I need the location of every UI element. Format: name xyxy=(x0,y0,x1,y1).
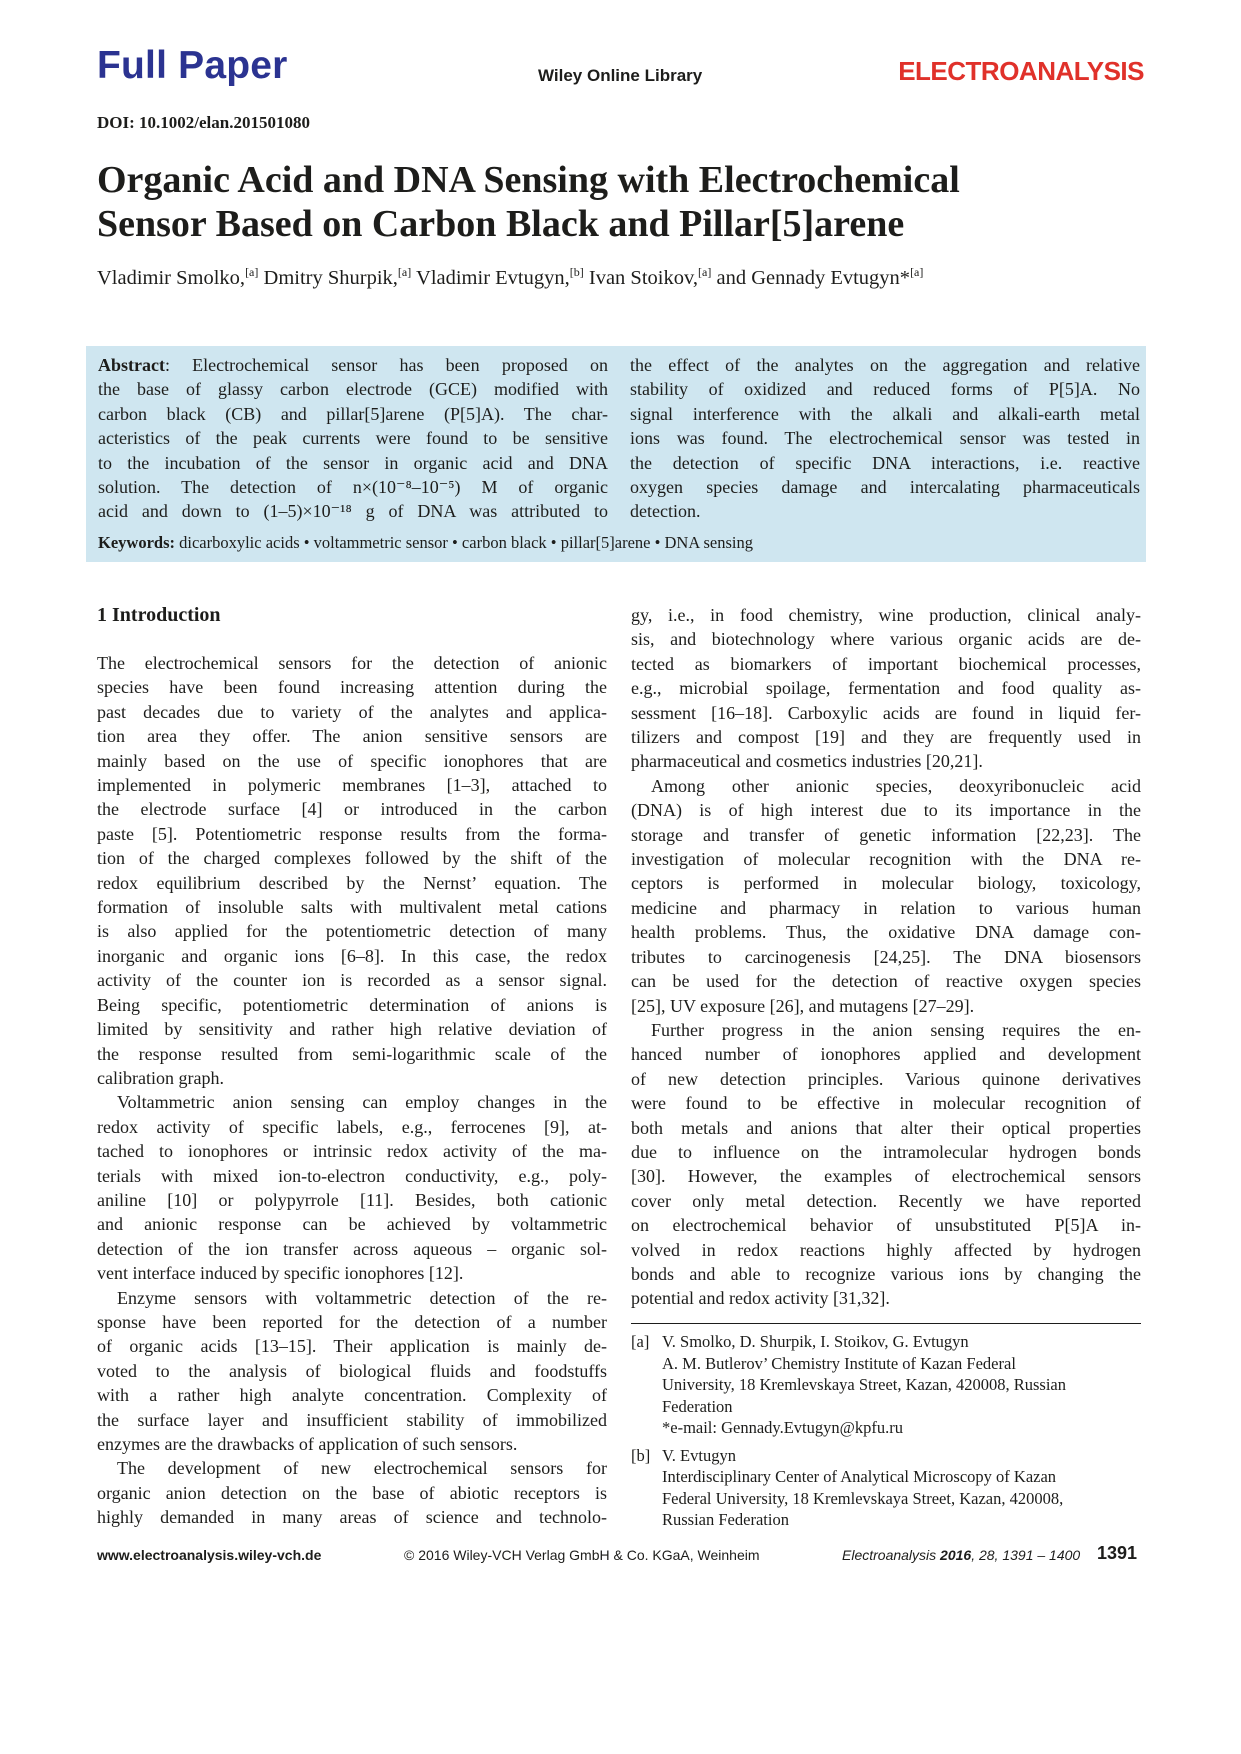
text-line: organic anion detection on the base of abiotic receptors is xyxy=(97,1482,607,1503)
text-line: mainly based on the use of specific ionophores that are xyxy=(97,750,607,771)
abstract-line: solution. The detection of n×(10⁻⁸–10⁻⁵) M of organic xyxy=(98,477,608,498)
text-line: detection of the ion transfer across aqueous – organic sol- xyxy=(97,1238,607,1259)
text-line: on electrochemical behavior of unsubstituted P[5]A in- xyxy=(631,1215,1141,1236)
text-line: enzymes are the drawbacks of application of such sensors. xyxy=(97,1434,518,1454)
abstract-column-left xyxy=(98,353,608,524)
text-line: terials with mixed ion-to-electron conductivity, e.g., poly- xyxy=(97,1165,607,1186)
paragraph xyxy=(631,774,1141,1018)
text-line: cover only metal detection. Recently we have reported xyxy=(631,1190,1141,1211)
affiliation-tag: [b] xyxy=(631,1445,651,1465)
publisher-link[interactable]: Wiley Online Library xyxy=(538,66,703,85)
text-line: vent interface induced by specific ionophores [12]. xyxy=(97,1263,464,1284)
affiliation-line: Russian Federation xyxy=(662,1510,789,1529)
paragraph xyxy=(97,1456,607,1529)
text-line: the surface layer and insufficient stability of immobilized xyxy=(97,1409,607,1430)
abstract-line xyxy=(98,353,608,377)
citation-journal: Electroanalysis xyxy=(842,1547,941,1563)
abstract-line-text: : Electrochemical sensor has been proposed on xyxy=(164,355,608,375)
abstract-line: acid and down to (1–5)×10⁻¹⁸ g of DNA was attributed to xyxy=(98,501,608,522)
author-name: Gennady Evtugyn* xyxy=(751,266,911,289)
text-line: tilizers and compost [19] and they are frequently used in xyxy=(631,727,1141,748)
text-line: Further progress in the anion sensing requires the en- xyxy=(651,1019,1141,1040)
text-line: sessment [16–18]. Carboxylic acids are found in liquid fer- xyxy=(631,702,1141,723)
text-line: investigation of molecular recognition with the DNA re- xyxy=(631,849,1141,870)
citation-year: 2016 xyxy=(940,1547,972,1563)
abstract-line: ions was found. The electrochemical sensor was tested in xyxy=(630,428,1140,449)
text-line: were found to be effective in molecular recognition of xyxy=(631,1093,1141,1114)
text-line: calibration graph. xyxy=(97,1067,224,1088)
text-line: the response resulted from semi-logarithmic scale of the xyxy=(97,1043,607,1064)
text-line: tributes to carcinogenesis [24,25]. The DNA biosensors xyxy=(631,946,1141,967)
author-name: Dmitry Shurpik, xyxy=(263,266,398,289)
affiliation-entry xyxy=(631,1331,1141,1439)
text-line: due to influence on the intramolecular hydrogen bonds xyxy=(631,1141,1141,1162)
affiliation-divider xyxy=(631,1323,1141,1324)
text-line: Being specific, potentiometric determination of anions is xyxy=(97,994,607,1015)
text-line: The development of new electrochemical sensors for xyxy=(117,1458,607,1479)
text-line: with a rather high analyte concentration. Complexity of xyxy=(97,1385,607,1406)
text-line: paste [5]. Potentiometric response results from the forma- xyxy=(97,823,607,844)
author-separator: and xyxy=(711,266,752,289)
author-list xyxy=(97,265,923,290)
paper-title xyxy=(97,158,1157,246)
text-line: implemented in polymeric membranes [1–3], attached to xyxy=(97,775,607,796)
author-affiliation-mark: [a] xyxy=(397,265,412,279)
author-name: Vladimir Smolko, xyxy=(97,266,246,289)
text-line: tion of the charged complexes followed by the shift of the xyxy=(97,848,607,869)
text-line: Enzyme sensors with voltammetric detection of the re- xyxy=(117,1287,607,1308)
email-link[interactable]: *e-mail: Gennady.Evtugyn@kpfu.ru xyxy=(662,1418,903,1437)
text-line: pharmaceutical and cosmetics industries [20,21]. xyxy=(631,751,983,772)
text-line: inorganic and organic ions [6–8]. In this case, the redox xyxy=(97,945,607,966)
text-line: Voltammetric anion sensing can employ changes in the xyxy=(117,1092,607,1113)
paragraph xyxy=(97,651,607,1090)
author-name: Ivan Stoikov, xyxy=(588,266,699,289)
body-column-left xyxy=(97,603,607,1530)
abstract-line: signal interference with the alkali and alkali-earth metal xyxy=(630,403,1140,424)
affiliation-line: Interdisciplinary Center of Analytical Microscopy of Kazan xyxy=(662,1467,1057,1486)
author-affiliation-mark: [a] xyxy=(245,265,259,279)
author-affiliation-mark: [a] xyxy=(910,265,924,279)
author-name: Vladimir Evtugyn, xyxy=(416,266,570,289)
abstract-line: acteristics of the peak currents were found to be sensitive xyxy=(98,428,608,449)
text-line: sponse have been reported for the detection of a number xyxy=(97,1311,607,1332)
affiliation-text xyxy=(662,1331,1066,1439)
text-line: voted to the analysis of biological fluids and foodstuffs xyxy=(97,1360,607,1381)
text-line: both metals and anions that alter their optical properties xyxy=(631,1117,1141,1138)
text-line: bonds and able to recognize various ions by changing the xyxy=(631,1263,1141,1284)
body-text xyxy=(97,651,607,1530)
doi-label[interactable]: DOI: 10.1002/elan.201501080 xyxy=(97,113,310,132)
text-line: Among other anionic species, deoxyribonucleic acid xyxy=(651,775,1141,796)
author-affiliation-mark: [b] xyxy=(569,265,584,279)
author-affiliation-mark: [a] xyxy=(698,265,712,279)
text-line: potential and redox activity [31,32]. xyxy=(631,1288,890,1309)
text-line: redox activity of specific labels, e.g., ferrocenes [9], at- xyxy=(97,1116,607,1137)
affiliation-line: Federal University, 18 Kremlevskaya Street, Kazan, 420008, xyxy=(662,1488,1064,1508)
text-line: tion area they offer. The anion sensitive sensors are xyxy=(97,726,607,747)
title-line: Organic Acid and DNA Sensing with Electrochemical xyxy=(97,159,960,201)
text-line: past decades due to variety of the analytes and applica- xyxy=(97,701,607,722)
text-line: storage and transfer of genetic information [22,23]. The xyxy=(631,824,1141,845)
section-label: Full Paper xyxy=(97,44,288,87)
citation-volume-pages: , 28, 1391 – 1400 xyxy=(971,1547,1081,1563)
text-line: of new detection principles. Various quinone derivatives xyxy=(631,1068,1141,1089)
affiliation-line: A. M. Butlerov’ Chemistry Institute of Kazan Federal xyxy=(662,1353,1016,1373)
text-line: (DNA) is of high interest due to its importance in the xyxy=(631,800,1141,821)
text-line: aniline [10] or polypyrrole [11]. Besides, both cationic xyxy=(97,1189,607,1210)
text-line: tached to ionophores or intrinsic redox activity of the ma- xyxy=(97,1141,607,1162)
affiliation-line: University, 18 Kremlevskaya Street, Kazan, 420008, Russian xyxy=(662,1375,1067,1394)
text-line: The electrochemical sensors for the detection of anionic xyxy=(97,653,607,673)
paragraph xyxy=(97,1286,607,1457)
affiliation-text xyxy=(662,1445,1063,1531)
body-text xyxy=(631,603,1141,1311)
page-number: 1391 xyxy=(1097,1543,1138,1563)
body-column-right xyxy=(631,603,1141,1311)
footer-citation xyxy=(842,1547,1080,1563)
text-line: is also applied for the potentiometric detection of many xyxy=(97,921,607,942)
footer-copyright: © 2016 Wiley-VCH Verlag GmbH & Co. KGaA, Weinheim xyxy=(404,1547,760,1563)
abstract-line: the base of glassy carbon electrode (GCE) modified with xyxy=(98,379,608,400)
keywords-label: Keywords: xyxy=(98,533,175,552)
title-line: Sensor Based on Carbon Black and Pillar[5]arene xyxy=(97,203,905,245)
text-line: health problems. Thus, the oxidative DNA damage con- xyxy=(631,922,1141,943)
paragraph xyxy=(631,603,1141,774)
paragraph xyxy=(631,1018,1141,1311)
footer-url-link[interactable]: www.electroanalysis.wiley-vch.de xyxy=(97,1547,322,1563)
abstract-line: oxygen species damage and intercalating pharmaceuticals xyxy=(630,477,1140,498)
abstract-line: detection. xyxy=(630,501,701,522)
text-line: activity of the counter ion is recorded as a sensor signal. xyxy=(97,970,607,991)
text-line: formation of insoluble salts with multivalent metal cations xyxy=(97,897,607,918)
abstract-line: to the incubation of the sensor in organic acid and DNA xyxy=(98,452,608,473)
text-line: redox equilibrium described by the Nernst’ equation. The xyxy=(97,872,607,893)
affiliations xyxy=(631,1331,1141,1537)
abstract-line: the effect of the analytes on the aggregation and relative xyxy=(630,355,1140,375)
text-line: sis, and biotechnology where various organic acids are de- xyxy=(631,629,1141,650)
abstract-label: Abstract xyxy=(98,355,165,375)
affiliation-line: V. Smolko, D. Shurpik, I. Stoikov, G. Evtugyn xyxy=(662,1332,969,1351)
text-line: [30]. However, the examples of electrochemical sensors xyxy=(631,1166,1141,1187)
text-line: hanced number of ionophores applied and development xyxy=(631,1044,1141,1065)
paragraph xyxy=(97,1090,607,1285)
text-line: limited by sensitivity and rather high relative deviation of xyxy=(97,1019,607,1040)
text-line: e.g., microbial spoilage, fermentation and food quality as- xyxy=(631,678,1141,699)
text-line: and anionic response can be achieved by voltammetric xyxy=(97,1214,607,1235)
affiliation-line: Federation xyxy=(662,1396,733,1416)
section-heading: 1 Introduction xyxy=(97,604,221,626)
text-line: volved in redox reactions highly affected by hydrogen xyxy=(631,1239,1141,1260)
text-line: medicine and pharmacy in relation to various human xyxy=(631,897,1141,918)
text-line: [25], UV exposure [26], and mutagens [27–29]. xyxy=(631,995,975,1016)
keywords-line xyxy=(98,533,753,553)
text-line: can be used for the detection of reactive oxygen species xyxy=(631,971,1141,992)
abstract-line: stability of oxidized and reduced forms of P[5]A. No xyxy=(630,379,1140,400)
affiliation-entry xyxy=(631,1445,1141,1531)
abstract-line: carbon black (CB) and pillar[5]arene (P[5]A). The char- xyxy=(98,403,608,424)
abstract-column-right xyxy=(630,353,1140,524)
text-line: species have been found increasing attention during the xyxy=(97,677,607,698)
abstract-box xyxy=(86,346,1146,562)
keywords-text: dicarboxylic acids • voltammetric sensor • carbon black • pillar[5]arene • DNA sensing xyxy=(175,533,753,552)
text-line: tected as biomarkers of important biochemical processes, xyxy=(631,653,1141,674)
journal-logo: ELECTROANALYSIS xyxy=(898,56,1144,86)
text-line: the electrode surface [4] or introduced in the carbon xyxy=(97,799,607,820)
text-line: of organic acids [13–15]. Their application is mainly de- xyxy=(97,1336,607,1357)
affiliation-line: V. Evtugyn xyxy=(662,1445,736,1465)
text-line: ceptors is performed in molecular biology, toxicology, xyxy=(631,873,1141,894)
text-line: highly demanded in many areas of science and technolo- xyxy=(97,1507,607,1528)
abstract-line: the detection of specific DNA interactions, i.e. reactive xyxy=(630,452,1140,473)
affiliation-tag: [a] xyxy=(631,1332,650,1351)
text-line: gy, i.e., in food chemistry, wine production, clinical analy- xyxy=(631,605,1141,625)
